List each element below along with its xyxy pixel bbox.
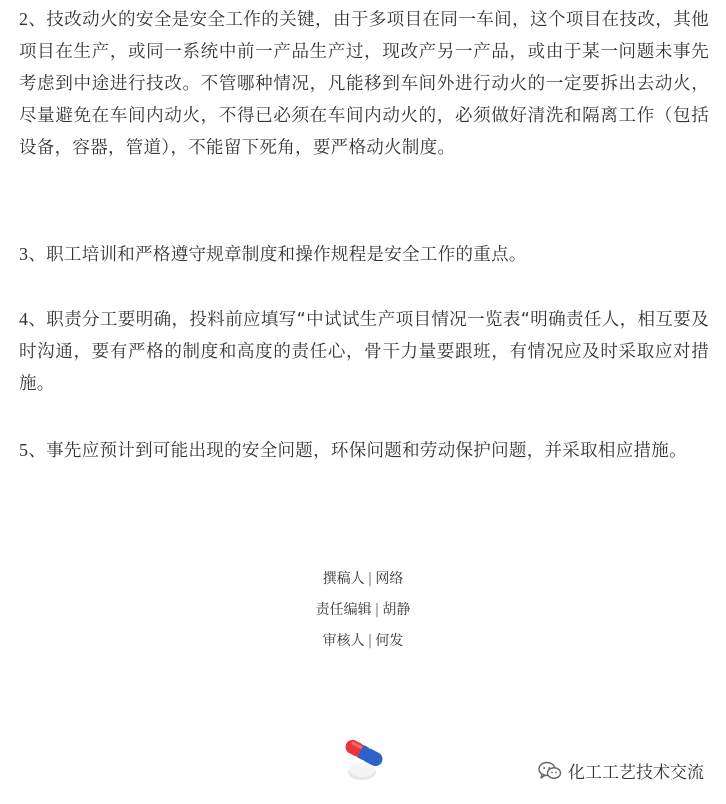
credit-editor-value: 胡静	[382, 602, 411, 618]
credit-editor	[0, 595, 726, 626]
paragraph-text: 、职工培训和严格遵守规章制度和操作规程是安全工作的重点。	[28, 245, 527, 265]
paragraph-3	[19, 238, 709, 271]
credits-block	[0, 564, 726, 657]
credit-author-value: 网络	[375, 571, 404, 587]
credit-separator: |	[374, 602, 380, 618]
credit-author-label: 撰稿人	[322, 571, 365, 587]
wechat-watermark	[538, 758, 704, 783]
paragraph-text: 、职责分工要明确，投料前应填写“中试试生产项目情况一览表“明确责任人，相互要及时沟通，要有严格的制度和高度的责任心，骨干力量要跟班，有情况应及时采取应对措施。	[19, 310, 709, 394]
paragraph-5	[19, 434, 709, 467]
capsule-logo-icon	[338, 735, 390, 783]
credit-editor-label: 责任编辑	[315, 602, 372, 618]
paragraph-text: 、事先应预计到可能出现的安全问题，环保问题和劳动保护问题，并采取相应措施。	[28, 441, 687, 461]
paragraph-number: 3	[19, 244, 29, 264]
watermark-text: 化工工艺技术交流	[568, 763, 704, 783]
credit-reviewer-label: 审核人	[322, 633, 365, 649]
credit-author	[0, 564, 726, 595]
wechat-icon	[538, 761, 562, 781]
paragraph-number: 2	[19, 9, 29, 29]
credit-reviewer	[0, 626, 726, 657]
paragraph-4	[19, 303, 709, 400]
paragraph-text: 、技改动火的安全是安全工作的关键，由于多项目在同一车间，这个项目在技改，其他项目在生产，或同一系统中前一产品生产过，现改产另一产品，或由于某一问题未事先考虑到中途进行技改。不管哪种情况，凡能移到车间外进行动火的一定要拆出去动火，尽量避免在车间内动火，不得已必须在车间内动火的，必须做好清洗和隔离工作（包括设备，容器，管道），不能留下死角，要严格动火制度。	[19, 10, 709, 158]
paragraph-number: 4	[19, 309, 29, 329]
credit-reviewer-value: 何发	[375, 633, 404, 649]
credit-separator: |	[367, 633, 373, 649]
credit-separator: |	[367, 571, 373, 587]
paragraph-2	[19, 3, 709, 164]
paragraph-number: 5	[19, 440, 29, 460]
